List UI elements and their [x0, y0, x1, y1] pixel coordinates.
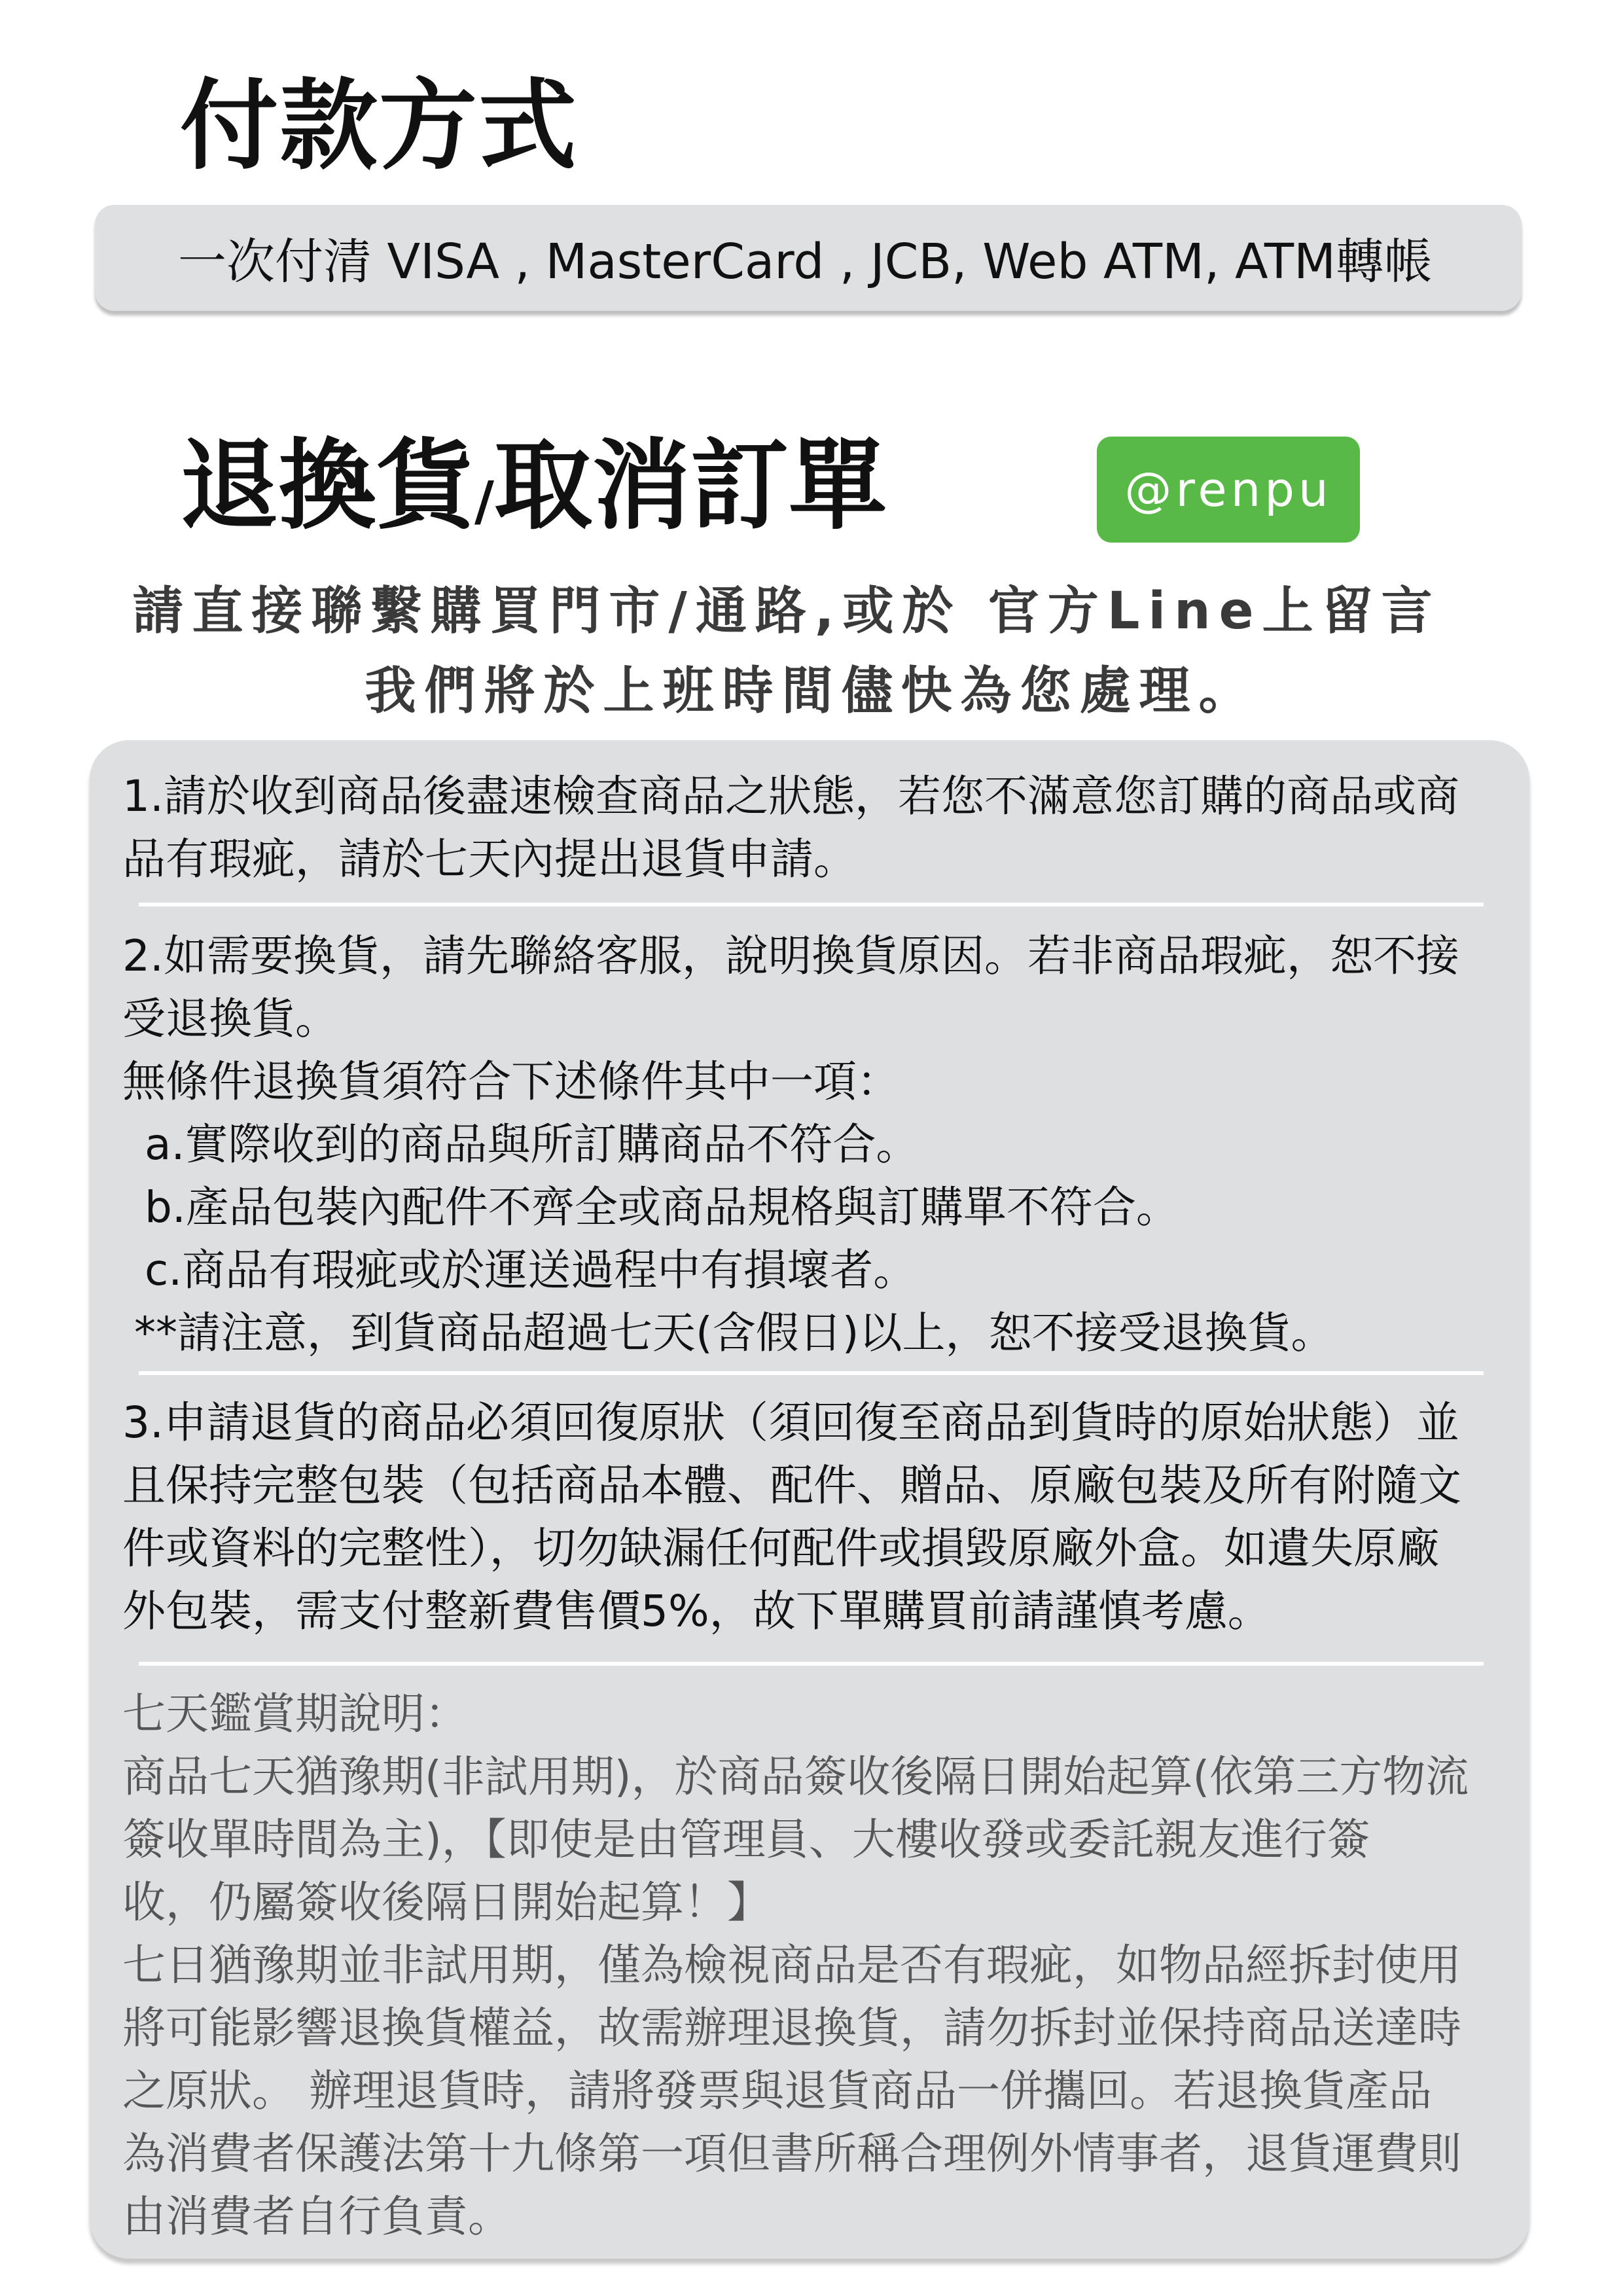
section-divider	[139, 903, 1484, 906]
policy-line: 七天鑑賞期說明：	[122, 1689, 468, 1739]
policy-section-1	[122, 765, 1510, 891]
contact-instruction-line2: 我們將於上班時間儘快為您處理。	[365, 662, 1258, 721]
policy-line: 為消費者保護法第十九條第一項但書所稱合理例外情事者，退貨運費則	[122, 2128, 1461, 2179]
policy-line: 簽收單時間為主)，【即使是由管理員、大樓收發或委託親友進行簽	[122, 1814, 1370, 1865]
returns-title-part-a: 退換貨	[180, 429, 475, 543]
policy-line: 3.申請退貨的商品必須回復原狀（須回復至商品到貨時的原始狀態）並	[122, 1397, 1459, 1448]
policy-line: 2.如需要換貨，請先聯絡客服，說明換貨原因。若非商品瑕疵，恕不接	[122, 931, 1459, 981]
section-divider	[139, 1662, 1484, 1666]
policy-line: 之原狀。 辦理退貨時，請將發票與退貨商品一併攜回。若退換貨產品	[122, 2066, 1432, 2116]
returns-title-slash: /	[474, 471, 494, 533]
notice-line: **請注意，到貨商品超過七天(含假日)以上，恕不接受退換貨。	[134, 1308, 1334, 1358]
policy-line: 件或資料的完整性），切勿缺漏任何配件或損毀原廠外盒。如遺失原廠	[122, 1523, 1440, 1573]
policy-line: 無條件退換貨須符合下述條件其中一項：	[122, 1056, 900, 1107]
policy-line: 將可能影響退換貨權益，故需辦理退換貨，請勿拆封並保持商品送達時	[122, 2003, 1461, 2053]
line-id-badge[interactable]: @renpu	[1097, 437, 1360, 543]
returns-title-part-b: 取消訂單	[493, 429, 887, 543]
returns-title	[180, 429, 887, 543]
policy-line: 外包裝，需支付整新費售價5%，故下單購買前請謹慎考慮。	[122, 1586, 1271, 1636]
policy-line: 商品七天猶豫期(非試用期)，於商品簽收後隔日開始起算(依第三方物流	[122, 1751, 1469, 1802]
policy-line: 品有瑕疵，請於七天內提出退貨申請。	[122, 834, 857, 884]
policy-section-4	[122, 1683, 1510, 2248]
condition-a: a.實際收到的商品與所訂購商品不符合。	[145, 1119, 919, 1170]
policy-line: 七日猶豫期並非試用期，僅為檢視商品是否有瑕疵，如物品經拆封使用	[122, 1940, 1461, 1990]
policy-line: 由消費者自行負責。	[122, 2191, 511, 2242]
section-divider	[139, 1371, 1484, 1375]
return-policy-panel	[90, 740, 1529, 2259]
policy-line: 受退換貨。	[122, 994, 338, 1044]
contact-instruction-line1: 請直接聯繫購買門市/通路,或於 官方Line上留言	[132, 582, 1441, 641]
policy-section-3	[122, 1391, 1510, 1643]
condition-c: c.商品有瑕疵或於運送過程中有損壞者。	[145, 1245, 917, 1295]
payment-methods-box	[95, 205, 1522, 311]
condition-b: b.產品包裝內配件不齊全或商品規格與訂購單不符合。	[145, 1182, 1179, 1232]
payment-methods-text: 一次付清 VISA , MasterCard , JCB, Web ATM, ATM轉帳	[178, 234, 1433, 290]
policy-line: 且保持完整包裝（包括商品本體、配件、贈品、原廠包裝及所有附隨文	[122, 1460, 1461, 1511]
policy-line: 1.請於收到商品後盡速檢查商品之狀態，若您不滿意您訂購的商品或商	[122, 771, 1459, 821]
policy-section-2	[122, 925, 1510, 1365]
policy-line: 收，仍屬簽收後隔日開始起算！】	[122, 1877, 770, 1928]
payment-title: 付款方式	[180, 69, 579, 183]
